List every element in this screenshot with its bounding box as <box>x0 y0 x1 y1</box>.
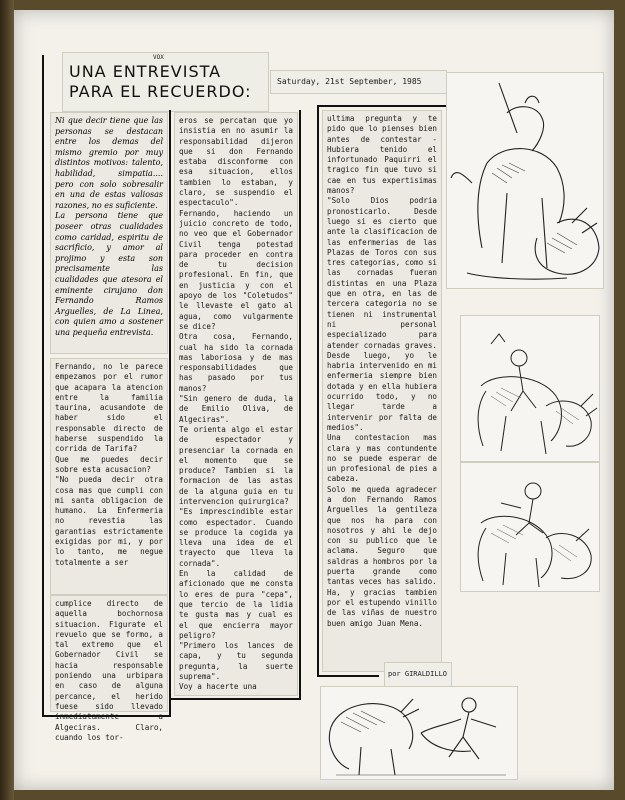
column-3-text: ultima pregunta y te pido que lo pienses bien antes de contestar - Hubiera tenido el infortunado Paquirri el tragico fin que tuvo si cae en tus expertisimas manos? "Solo Dios podria pronosticarlo. Desde luego si es cierto que ante la clasificacion de las enfermerias de las Plazas de Toros con sus tres categorias, como si las cornadas fueran distintas en una Plaza que en otra, en las de tercera categoria no se tienen ni instrumental ni personal especializado para atender cornadas graves. Desde luego, yo le habria intervenido en mi enfermeria siempre bien dotada y en ella hubiera ocurrido todo, y no llegar tarde a intervenir por falta de medios". Una contestacion mas clara y mas contundente no se puede esperar de un profesional de pies a cabeza. Solo me queda agradecer a don Fernando Ramos Arguelles la gentileza que nos ha para con nosotros y ahi le dejo con su publico que le aclama. Seguro que saldras a hombros por la puerta grande como tantas veces has salido. Ha, y gracias tambien por el estupendo vinillo de las viñas de nuestro buen amigo Juan Mena. <box>327 114 437 628</box>
column-divider-3-top <box>317 105 447 107</box>
rider-falling-sketch <box>460 462 600 592</box>
scrapbook-page <box>14 10 614 790</box>
column-1b-text: cumplice directo de aquella bochornosa situacion. Figurate el revuelo que se formo, a tal extremo que el Gobernador Civil se hacia responsable poniendo una urbipara en caso de alguna percance, el herido fuese sido llevado inmediatamente a Algeciras. Claro, cuando los tor- <box>55 599 168 742</box>
picador-sketch <box>446 72 604 289</box>
header-clipping <box>62 52 269 112</box>
column-2-text: eros se percatan que yo insistia en no asumir la responsabilidad dijeron que si don Fernando estaba disconforme con esa situacion, ellos tambien lo estaban, y claro, se suspendio el espectaculo". Fernando, haciendo un juicio concreto de todo, no veo que el Gobernador Civil tenga potestad para proceder en contra de tu decision profesional. En fin, que en justicia y con el apoyo de los "Coletudos" le llevaste el gato al agua, como vulgarmente se dice? Otra cosa, Fernando, cual ha sido la cornada mas laboriosa y de mas responsabilidades que has pasado por tus manos? "Sin genero de duda, la de Emilio Oliva, de Algeciras". Te orienta algo el estar de espectador y presenciar la cornada en el momento que se produce? Tambien si la formacion de las astas de la alguna guia en tu intervencion quirurgica? "Es imprescindible estar como espectador. Cuando se produce la cogida ya lleva una idea de el trayecto que lleva la cornada". En la calidad de aficionado que me consta lo eres de pura "cepa", que tercio de la lidia te gusta mas y cual es el que encierra mayor peligro? "Primero los lances de capa, y tu segunda pregunta, la suerte suprema". Voy a hacerte una <box>179 116 293 692</box>
column-divider-2-bottom <box>169 698 301 700</box>
bull-matador-sketch <box>320 686 518 780</box>
left-border-rule <box>42 55 44 717</box>
column-1-clipping <box>50 358 168 595</box>
album-binding <box>0 0 14 800</box>
picador-on-horse-illustration <box>447 73 603 288</box>
rider-falling-illustration <box>461 463 599 591</box>
column-2-clipping <box>174 112 298 696</box>
horse-bull-sketch <box>460 315 600 462</box>
column-divider-1 <box>169 110 171 717</box>
intro-text: Ni que decir tiene que las personas se destacan entre los demas del mismo gremio por muy distintos motivos: talento, habilidad, simpatia.... pero con solo sobresalir en una de estas valiosas razones, no es suficiente. La persona tiene que poseer otras cualidades como caridad, espiritu de sacrificio, y amor al projimo y esta son precisamente las cualidades que atesora el eminente cirujano don Fernando Ramos Arguelles, de La Linea, con quien amo a sostener una pequeña entrevista. <box>55 116 163 337</box>
byline-clipping <box>384 662 452 688</box>
column-divider-2 <box>299 110 301 700</box>
horse-and-bull-illustration <box>461 316 599 461</box>
date-clipping <box>270 70 447 94</box>
column-1-text: Fernando, no le parece empezamos por el rumor que acapara la atencion entre la familia taurina, acusandote de haber sido el responsable directo de haberse suspendido la corrida de Tarifa? Que me puedes decir sobre esta acusacion? "No pueda decir otra cosa mas que cumpli con mi santa obligacion de humano. La Enfermeria no revestia las garantias estrictamente exigidas por mi, y por lo tanto, me negue totalmente a ser <box>55 362 163 567</box>
article-title-line2: PARA EL RECUERDO: <box>69 82 252 101</box>
column-1b-clipping <box>50 595 168 742</box>
column-divider-3-bottom <box>317 675 379 677</box>
date-label: Saturday, 21st September, 1985 <box>277 77 422 86</box>
column-divider-3 <box>317 105 319 675</box>
article-title-line1: UNA ENTREVISTA <box>69 62 222 81</box>
intro-clipping <box>50 112 168 354</box>
byline-text: por GIRALDILLO <box>388 670 448 678</box>
column-3-clipping <box>322 110 442 672</box>
kicker-label: VOX <box>153 54 164 61</box>
bull-and-matador-illustration <box>321 687 517 779</box>
